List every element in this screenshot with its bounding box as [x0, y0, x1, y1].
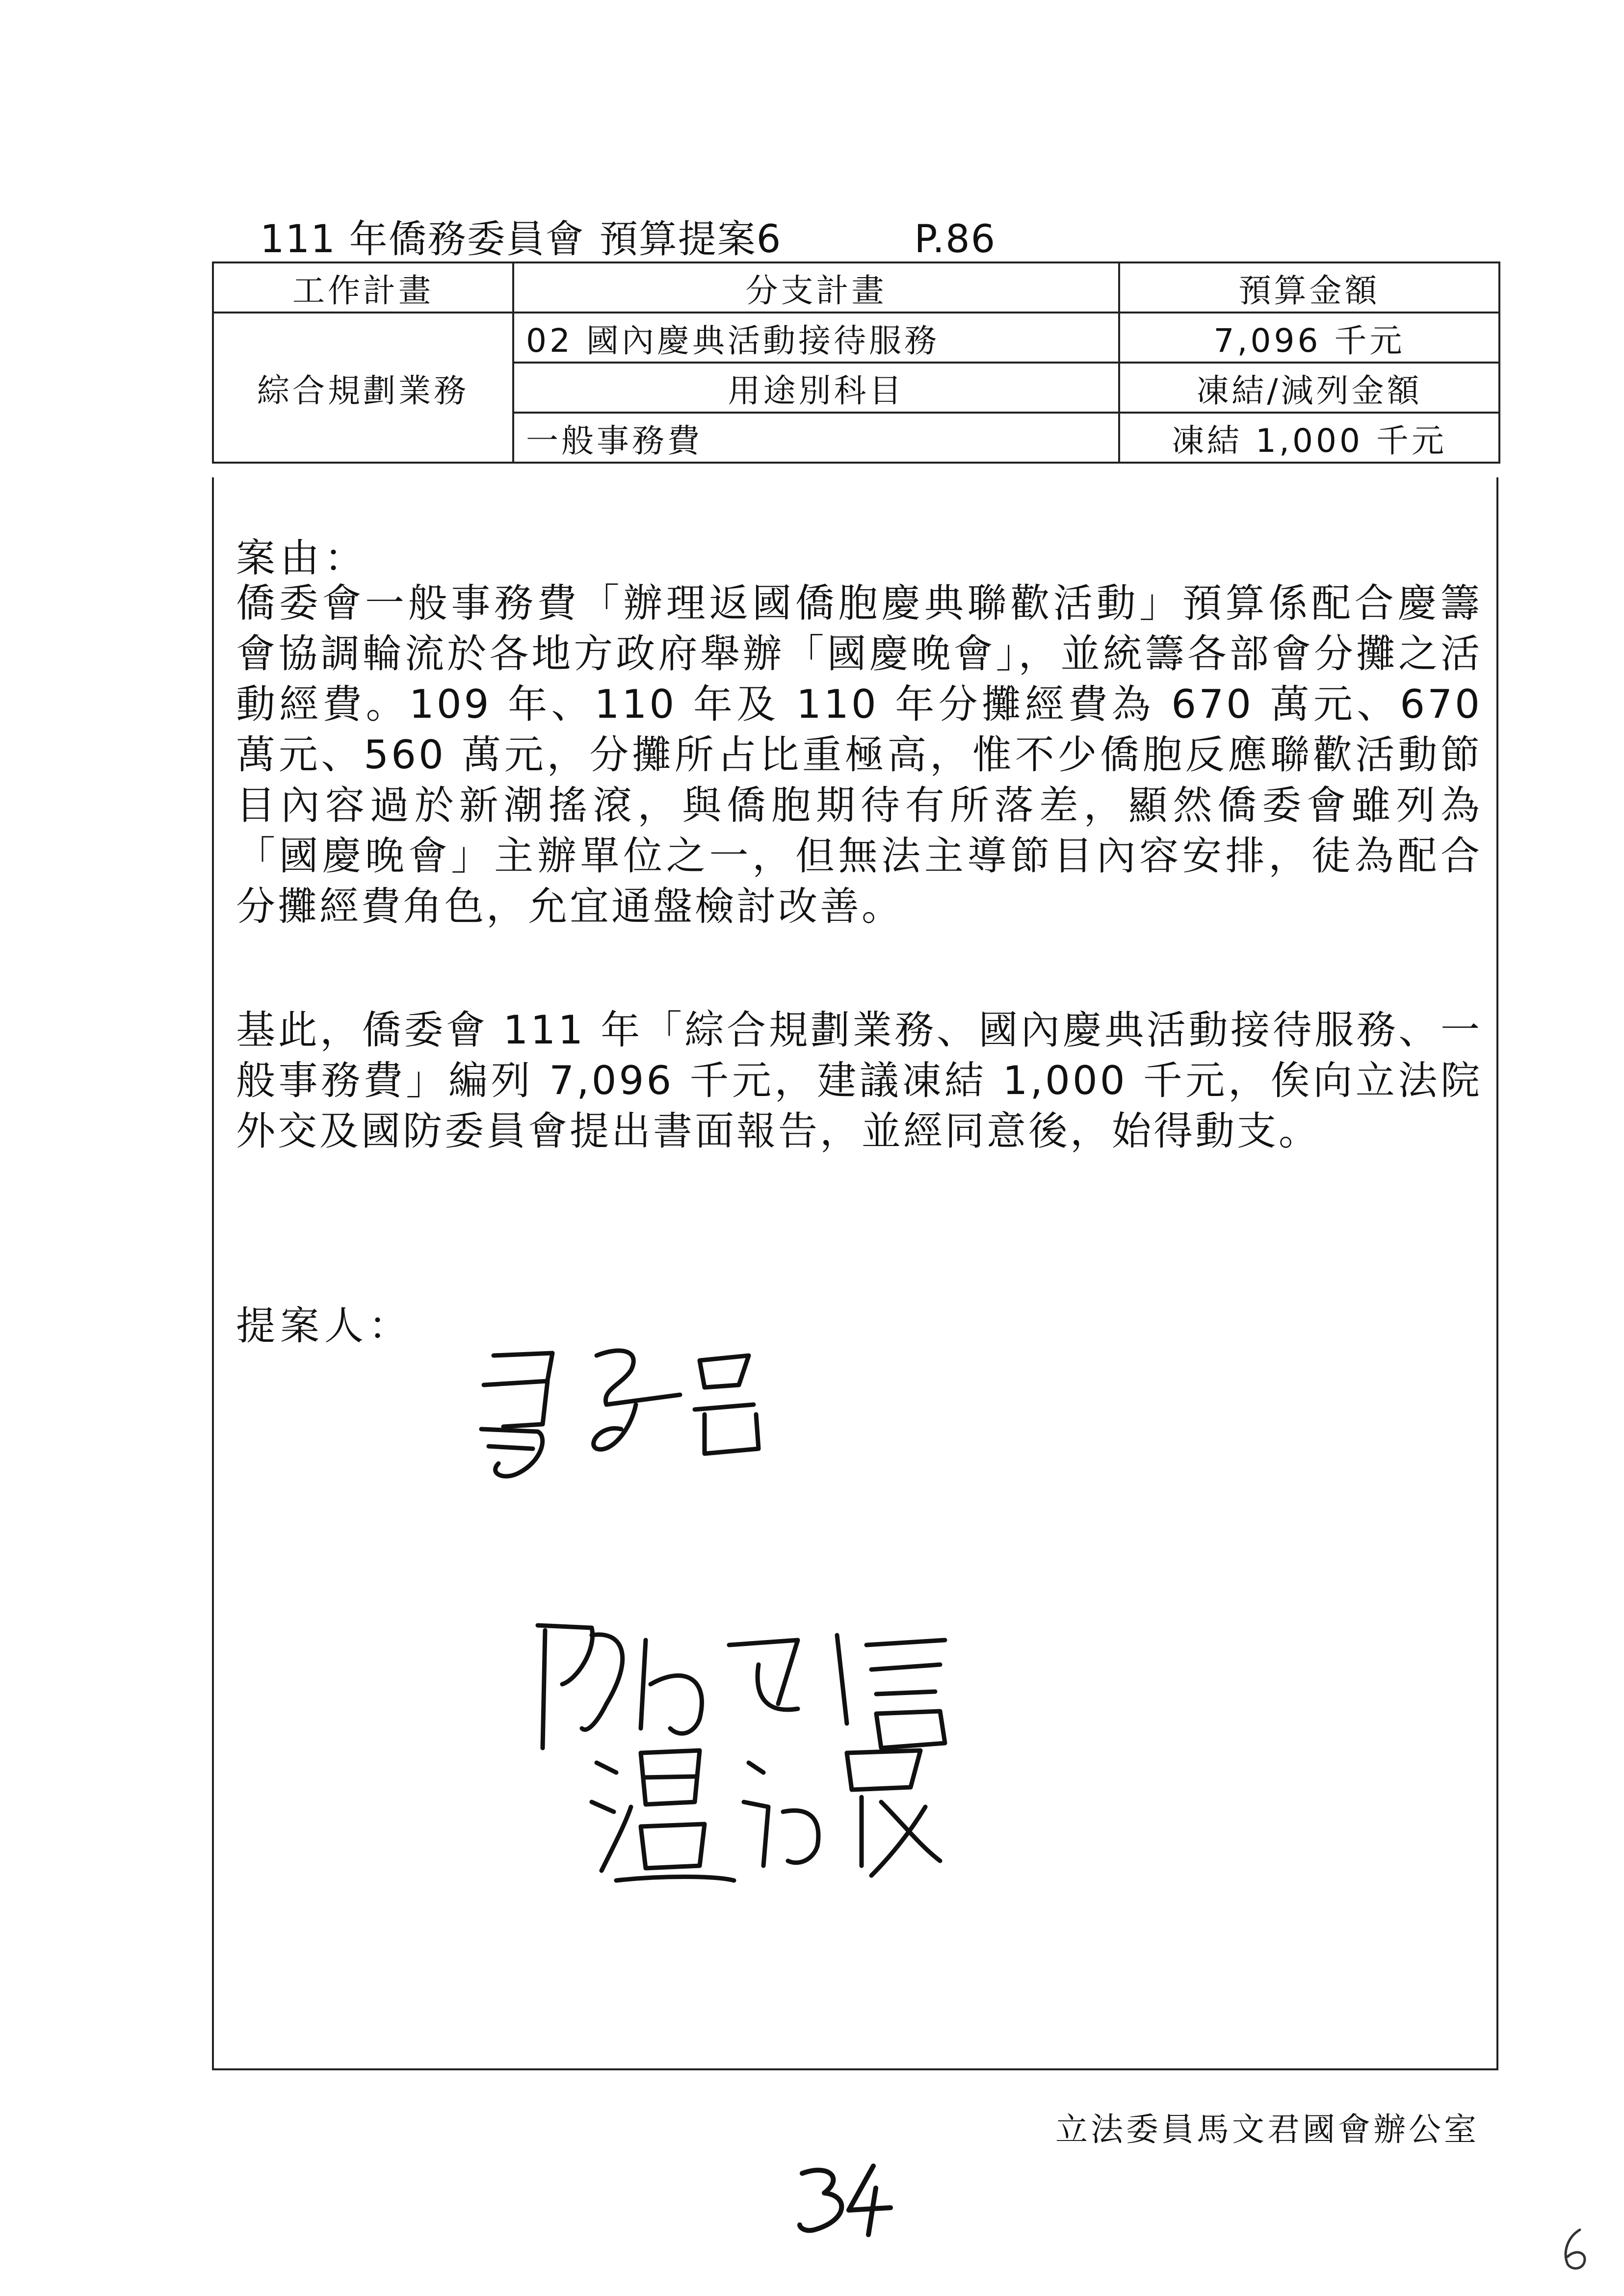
header-proposal: 預算提案6: [599, 217, 782, 261]
branch-plan-cell: 02 國內慶典活動接待服務: [513, 313, 1119, 363]
proposal-body-box: [212, 477, 1498, 2070]
header-page-ref: P.86: [914, 217, 996, 261]
page-number-handwritten: [785, 2156, 893, 2240]
document-header: [260, 209, 996, 263]
table-row: [213, 313, 1499, 363]
header-branch-plan: 分支計畫: [513, 262, 1119, 313]
header-budget-amount: 預算金額: [1119, 262, 1499, 313]
reason-label: 案由：: [236, 535, 368, 581]
work-plan-cell: 綜合規劃業務: [213, 313, 513, 463]
subject-header-cell: 用途別科目: [513, 363, 1119, 413]
proposer-label: 提案人：: [236, 1303, 413, 1349]
header-work-plan: 工作計畫: [213, 262, 513, 313]
budget-table: [212, 261, 1500, 464]
conclusion-text: 基此，僑委會 111 年「綜合規劃業務、國內慶典活動接待服務、一般事務費」編列 7,096 千元，建議凍結 1,000 千元，俟向立法院外交及國防委員會提出書面報告，並經同意後，始得動支。: [236, 1007, 1482, 1154]
budget-amount-cell: 7,096 千元: [1119, 313, 1499, 363]
office-name: 立法委員馬文君國會辦公室: [1055, 2111, 1479, 2148]
table-header-row: [213, 262, 1499, 313]
reason-text: 僑委會一般事務費「辦理返國僑胞慶典聯歡活動」預算係配合慶籌會協調輪流於各地方政府舉辦「國慶晚會」，並統籌各部會分攤之活動經費。109 年、110 年及 110 年分攤經費為 670 萬元、670 萬元、560 萬元，分攤所占比重極高，惟不少僑胞反應聯歡活動節目內容過於新潮搖滾，與僑胞期待有所落差，顯然僑委會雖列為「國慶晚會」主辦單位之一，但無法主導節目內容安排，徒為配合分攤經費角色，允宜通盤檢討改善。: [236, 580, 1482, 929]
header-committee: 111 年僑務委員會: [260, 217, 585, 261]
action-header-cell: 凍結/減列金額: [1119, 363, 1499, 413]
signature-1: [474, 1326, 778, 1513]
subject-cell: 一般事務費: [513, 413, 1119, 463]
margin-number-handwritten: [1555, 2225, 1595, 2274]
signature-3: [587, 1733, 950, 1895]
action-amount-cell: 凍結 1,000 千元: [1119, 413, 1499, 463]
